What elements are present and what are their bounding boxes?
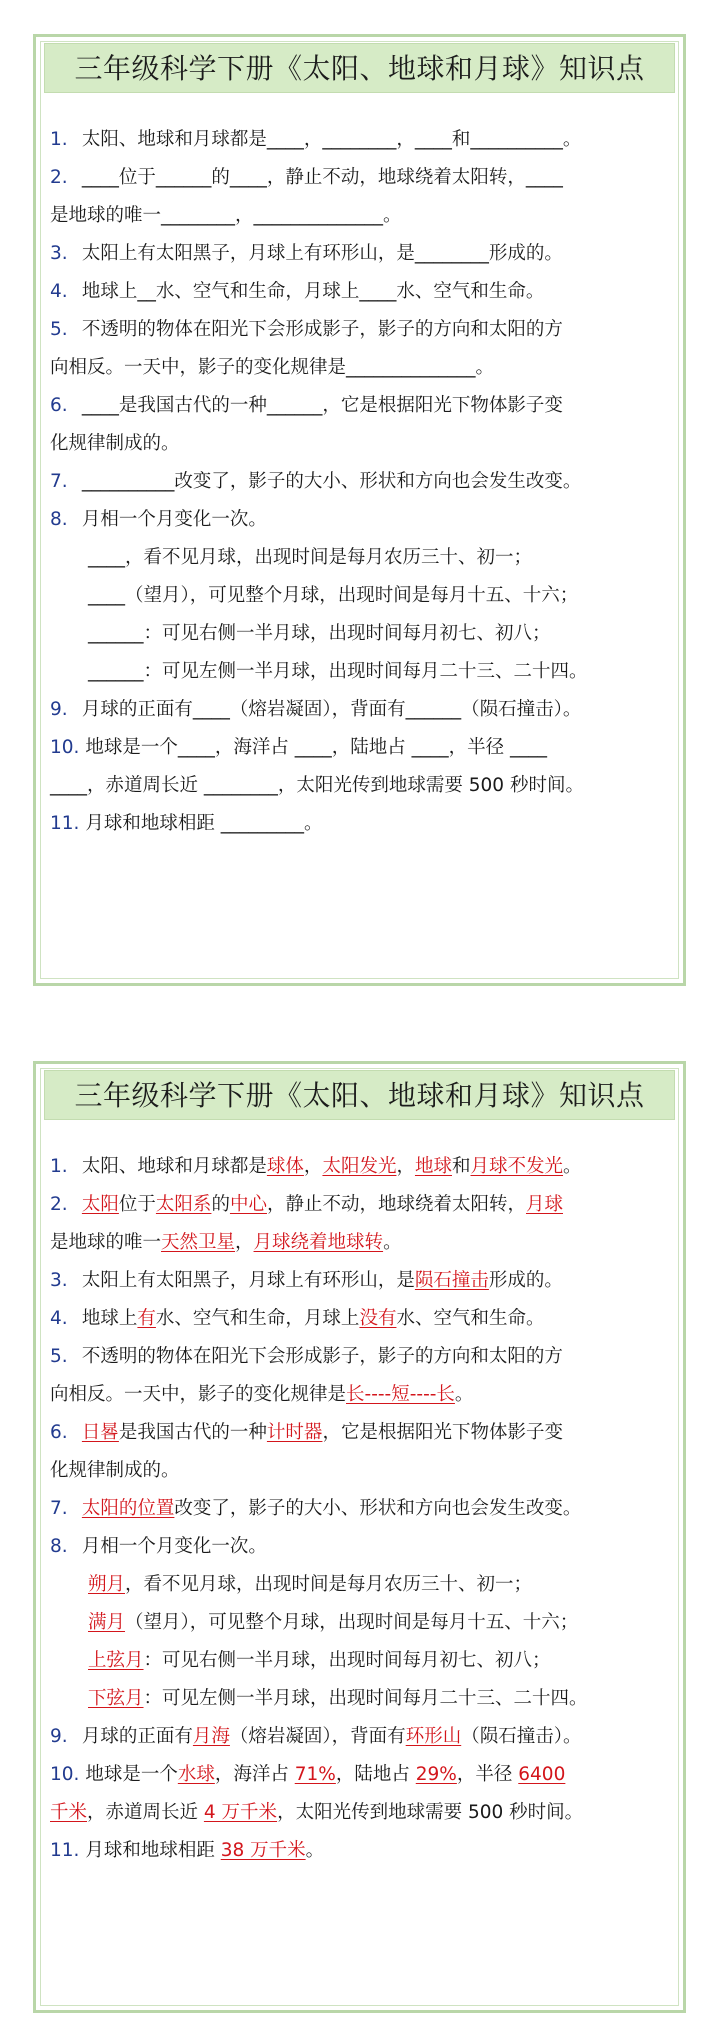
question-line (50, 235, 673, 273)
answer-text: 太阳系 (155, 1194, 212, 1215)
question-text: （熔岩凝固），背面有 (229, 1726, 406, 1747)
question-line (50, 159, 673, 197)
question-text: ____（望月），可见整个月球，出现时间是每月十五、十六； (88, 585, 579, 606)
question-text: 地球是一个____，海洋占 ____，陆地占 ____，半径 ____ (85, 737, 547, 758)
question-text: 向相反。一天中，影子的变化规律是______________。 (50, 357, 495, 378)
question-text: ，半径 (456, 1764, 519, 1785)
question-line (50, 1338, 673, 1376)
answer-worksheet-title: 三年级科学下册《太阳、地球和月球》知识点 (44, 1070, 675, 1120)
answer-text: 月海 (192, 1726, 230, 1747)
question-text: 形成的。 (488, 1270, 563, 1291)
question-text: ，海洋占 (214, 1764, 295, 1785)
question-continuation-line (50, 1224, 673, 1262)
question-text: 是地球的唯一 (50, 1232, 162, 1253)
question-text: 水、空气和生命。 (396, 1308, 545, 1329)
question-line (50, 1262, 673, 1300)
question-continuation-line (50, 1642, 673, 1680)
question-number: 7. (50, 1498, 68, 1519)
question-text: ：可见右侧一半月球，出现时间每月初七、初八； (143, 1650, 551, 1671)
question-line (50, 1490, 673, 1528)
answer-text: 下弦月 (88, 1688, 144, 1709)
question-number: 2. (50, 1194, 68, 1215)
question-number: 1. (50, 1156, 68, 1177)
question-text: ， (235, 1232, 254, 1253)
blank-question-list (50, 121, 673, 843)
question-continuation-line (50, 425, 673, 463)
question-text: 。 (454, 1384, 474, 1405)
question-continuation-line (50, 197, 673, 235)
question-line (50, 1832, 673, 1870)
question-text: 太阳、地球和月球都是 (81, 1156, 267, 1177)
question-continuation-line (50, 653, 673, 691)
question-text: 化规律制成的。 (50, 433, 180, 454)
answer-text: 71% (294, 1764, 336, 1785)
answer-question-list (50, 1148, 673, 1870)
question-continuation-line (50, 1680, 673, 1718)
question-line (50, 1718, 673, 1756)
question-text: 。 (383, 1232, 402, 1253)
question-number: 9. (50, 1726, 68, 1747)
question-text: ____位于______的____，静止不动，地球绕着太阳转，____ (81, 167, 563, 188)
answer-text: 满月 (88, 1612, 126, 1633)
question-text: 月相一个月变化一次。 (81, 1536, 267, 1557)
question-line (50, 805, 673, 843)
question-text: 不透明的物体在阳光下会形成影子，影子的方向和太阳的方 (81, 319, 563, 340)
question-number: 8. (50, 1536, 68, 1557)
answer-text: 月球 (525, 1194, 563, 1215)
answer-text: 千米 (50, 1802, 88, 1823)
answer-text: 太阳 (81, 1194, 119, 1215)
question-number: 5. (50, 319, 68, 340)
worksheet-title: 三年级科学下册《太阳、地球和月球》知识点 (44, 43, 675, 93)
question-text: ，看不见月球，出现时间是每月农历三十、初一； (125, 1574, 533, 1595)
question-continuation-line (50, 577, 673, 615)
question-line (50, 1300, 673, 1338)
question-text: 是我国古代的一种 (118, 1422, 267, 1443)
question-line (50, 729, 673, 767)
question-line (50, 273, 673, 311)
question-text: 月球的正面有____（熔岩凝固），背面有______（陨石撞击）。 (81, 699, 582, 720)
answer-text: 天然卫星 (161, 1232, 236, 1253)
question-text: 的 (211, 1194, 230, 1215)
question-text: 地球上 (81, 1308, 138, 1329)
question-text: ______：可见左侧一半月球，出现时间每月二十三、二十四。 (88, 661, 588, 682)
question-number: 6. (50, 395, 68, 416)
answer-text: 38 万千米 (220, 1840, 306, 1861)
question-text: ，太阳光传到地球需要 500 秒时间。 (277, 1802, 584, 1823)
question-text: 月相一个月变化一次。 (81, 509, 267, 530)
question-text: 化规律制成的。 (50, 1460, 180, 1481)
question-continuation-line (50, 1794, 673, 1832)
question-continuation-line (50, 615, 673, 653)
question-number: 3. (50, 1270, 68, 1291)
question-continuation-line (50, 1604, 673, 1642)
answer-text: 地球 (414, 1156, 452, 1177)
question-line (50, 1756, 673, 1794)
answer-text: 球体 (266, 1156, 304, 1177)
answer-text: 上弦月 (88, 1650, 144, 1671)
answer-text: 环形山 (405, 1726, 462, 1747)
question-number: 4. (50, 1308, 68, 1329)
question-number: 7. (50, 471, 68, 492)
question-number: 11. (50, 1840, 80, 1861)
question-text: 月球和地球相距 _________。 (85, 813, 323, 834)
question-continuation-line (50, 1452, 673, 1490)
question-continuation-line (50, 349, 673, 387)
question-text: 向相反。一天中，影子的变化规律是 (50, 1384, 347, 1405)
question-continuation-line (50, 1376, 673, 1414)
answer-text: 4 万千米 (203, 1802, 278, 1823)
answer-text: 6400 (518, 1764, 566, 1785)
answer-text: 没有 (359, 1308, 397, 1329)
answer-text: 有 (137, 1308, 156, 1329)
answer-text: 太阳的位置 (81, 1498, 175, 1519)
question-text: 不透明的物体在阳光下会形成影子，影子的方向和太阳的方 (81, 1346, 563, 1367)
question-text: 改变了，影子的大小、形状和方向也会发生改变。 (174, 1498, 582, 1519)
answer-text: 月球绕着地球转 (253, 1232, 384, 1253)
question-text: ，静止不动，地球绕着太阳转， (266, 1194, 526, 1215)
question-text: __________改变了，影子的大小、形状和方向也会发生改变。 (81, 471, 582, 492)
question-text: ，陆地占 (335, 1764, 416, 1785)
answer-text: 中心 (229, 1194, 267, 1215)
question-text: ____，赤道周长近 ________，太阳光传到地球需要 500 秒时间。 (50, 775, 584, 796)
question-number: 10. (50, 1764, 80, 1785)
question-text: 地球是一个 (85, 1764, 178, 1785)
question-text: ， (303, 1156, 323, 1177)
question-number: 2. (50, 167, 68, 188)
question-text: ， (396, 1156, 415, 1177)
question-number: 6. (50, 1422, 68, 1443)
answer-text: 长----短----长 (346, 1384, 455, 1405)
question-text: ____，看不见月球，出现时间是每月农历三十、初一； (88, 547, 533, 568)
answer-text: 日晷 (81, 1422, 119, 1443)
question-text: 水、空气和生命，月球上 (155, 1308, 360, 1329)
blank-worksheet-card (33, 34, 686, 986)
question-text: 地球上__水、空气和生命，月球上____水、空气和生命。 (81, 281, 545, 302)
question-text: 是地球的唯一________，______________。 (50, 205, 402, 226)
question-text: ____是我国古代的一种______，它是根据阳光下物体影子变 (81, 395, 563, 416)
question-continuation-line (50, 1566, 673, 1604)
question-text: 。 (305, 1840, 325, 1861)
question-text: 太阳上有太阳黑子，月球上有环形山，是 (81, 1270, 415, 1291)
answer-worksheet-card (33, 1061, 686, 2013)
question-line (50, 1414, 673, 1452)
question-line (50, 311, 673, 349)
question-text: （陨石撞击）。 (461, 1726, 582, 1747)
question-number: 5. (50, 1346, 68, 1367)
question-number: 9. (50, 699, 68, 720)
question-text: 太阳、地球和月球都是____，________，____和__________。 (81, 129, 582, 150)
answer-text: 太阳发光 (322, 1156, 397, 1177)
question-text: ，它是根据阳光下物体影子变 (322, 1422, 563, 1443)
answer-text: 陨石撞击 (414, 1270, 489, 1291)
question-number: 10. (50, 737, 80, 758)
question-line (50, 691, 673, 729)
question-line (50, 1528, 673, 1566)
question-line (50, 463, 673, 501)
answer-text: 29% (415, 1764, 457, 1785)
question-continuation-line (50, 767, 673, 805)
question-text: 月球的正面有 (81, 1726, 193, 1747)
question-text: 和 (451, 1156, 471, 1177)
question-number: 4. (50, 281, 68, 302)
question-text: （望月），可见整个月球，出现时间是每月十五、十六； (125, 1612, 579, 1633)
question-text: ______：可见右侧一半月球，出现时间每月初七、初八； (88, 623, 551, 644)
answer-text: 计时器 (266, 1422, 323, 1443)
question-number: 3. (50, 243, 68, 264)
question-line (50, 501, 673, 539)
question-text: 位于 (118, 1194, 156, 1215)
answer-text: 月球不发光 (470, 1156, 564, 1177)
question-continuation-line (50, 539, 673, 577)
question-line (50, 387, 673, 425)
question-text: ：可见左侧一半月球，出现时间每月二十三、二十四。 (143, 1688, 588, 1709)
question-number: 1. (50, 129, 68, 150)
question-text: ，赤道周长近 (87, 1802, 204, 1823)
question-line (50, 121, 673, 159)
question-text: 月球和地球相距 (85, 1840, 221, 1861)
question-text: 。 (563, 1156, 582, 1177)
answer-text: 朔月 (88, 1574, 126, 1595)
answer-text: 水球 (177, 1764, 215, 1785)
question-line (50, 1148, 673, 1186)
question-number: 11. (50, 813, 80, 834)
question-line (50, 1186, 673, 1224)
question-number: 8. (50, 509, 68, 530)
question-text: 太阳上有太阳黑子，月球上有环形山，是________形成的。 (81, 243, 563, 264)
